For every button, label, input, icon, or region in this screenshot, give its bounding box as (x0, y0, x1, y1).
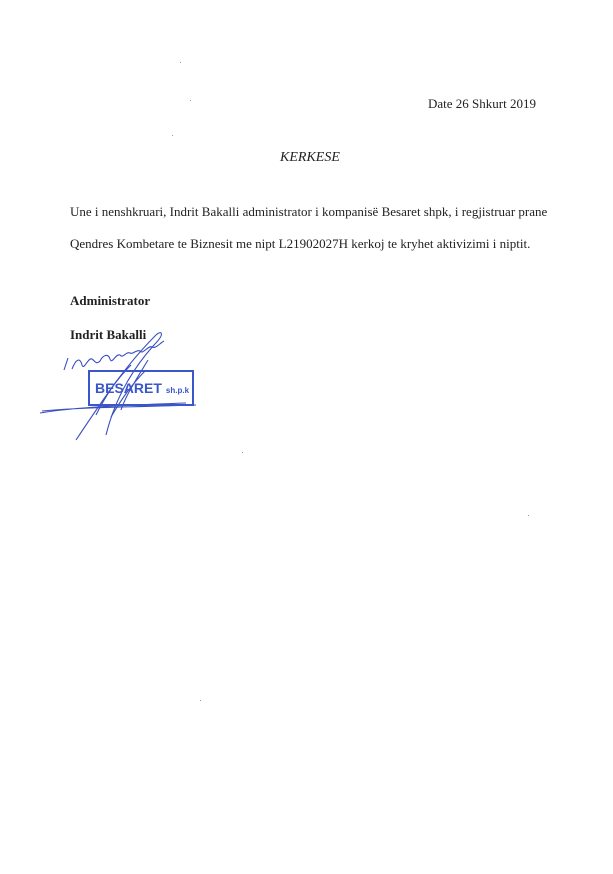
scan-speck (190, 100, 191, 101)
scan-speck (172, 135, 173, 136)
body-text-line-1: Une i nenshkruari, Indrit Bakalli administrator i kompanisë Besaret shpk, i regjistruar prane (70, 204, 548, 219)
company-stamp (88, 370, 194, 406)
document-date: Date 26 Shkurt 2019 (428, 96, 536, 111)
scan-speck (528, 515, 529, 516)
document-title: KERKESE (280, 150, 340, 165)
stamp-company-name: BESARET (95, 380, 162, 396)
scan-speck (180, 62, 181, 63)
scan-speck (200, 700, 201, 701)
scan-speck (242, 452, 243, 453)
signatory-role: Administrator (70, 293, 151, 308)
body-text-line-2: Qendres Kombetare te Biznesit me nipt L21902027H kerkoj te kryhet aktivizimi i niptit. (70, 236, 531, 251)
signatory-name: Indrit Bakalli (70, 327, 147, 342)
stamp-company-suffix: sh.p.k (165, 385, 190, 395)
